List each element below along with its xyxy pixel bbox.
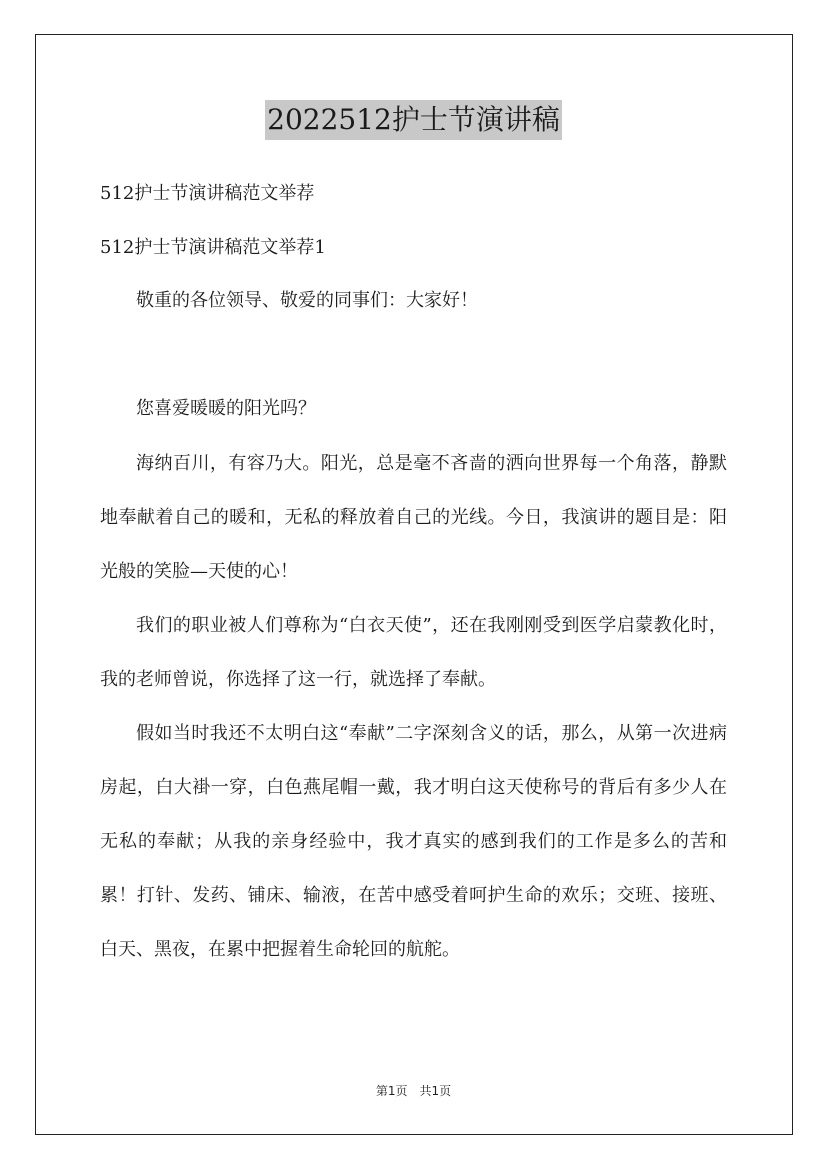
paragraph-question: 您喜爱暖暖的阳光吗？ <box>136 398 316 419</box>
document-title: 2022512护士节演讲稿 <box>265 100 562 140</box>
paragraph-profession: 我们的职业被人们尊称为“白衣天使”，还在我刚刚受到医学启蒙教化时，我的老师曾说，你选择了这一行，就选择了奉献。 <box>100 615 727 690</box>
paragraph-dedication: 假如当时我还不太明白这“奉献”二字深刻含义的话，那么，从第一次进病房起，白大褂一穿，白色燕尾帽一戴，我才明白这天使称号的背后有多少人在无私的奉献；从我的亲身经验中，我才真实的感到我们的工作是多么的苦和累！打针、发药、铺床、输液，在苦中感受着呵护生命的欢乐；交班、接班、白天、黑夜，在累中把握着生命轮回的航舵。 <box>100 723 727 960</box>
subheading-1: 512护士节演讲稿范文举荐 <box>100 183 315 204</box>
paragraph-sunshine: 海纳百川，有容乃大。阳光，总是毫不吝啬的洒向世界每一个角落，静默地奉献着自己的暖和，无私的释放着自己的光线。今日，我演讲的题目是：阳光般的笑脸—天使的心！ <box>100 453 727 582</box>
title-container <box>0 100 827 140</box>
page-footer: 第1页 共1页 <box>375 1084 452 1098</box>
subheading-2: 512护士节演讲稿范文举荐1 <box>100 237 326 258</box>
paragraph-greeting: 敬重的各位领导、敬爱的同事们：大家好！ <box>136 290 478 311</box>
